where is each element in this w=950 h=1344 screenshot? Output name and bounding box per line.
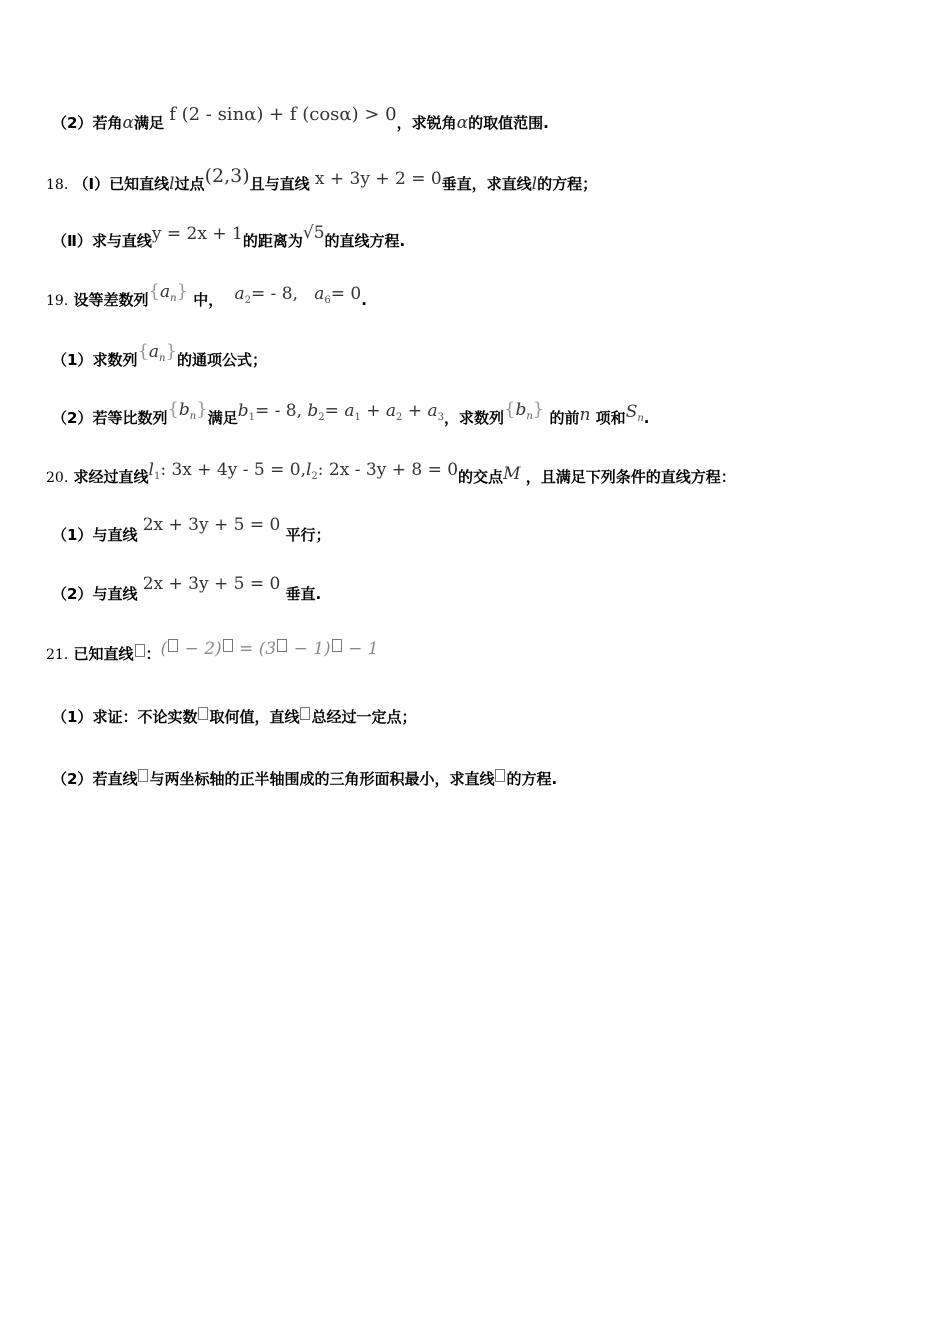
text: 项和	[595, 409, 626, 427]
text: .	[361, 291, 367, 309]
part-label: （1）	[52, 708, 93, 726]
line-symbol: l	[169, 174, 175, 194]
text: 若角	[92, 114, 123, 132]
problem-18-part-1	[46, 165, 598, 194]
missing-glyph-icon	[138, 769, 148, 782]
text: 求经过直线	[73, 468, 149, 486]
point-symbol: M	[503, 464, 521, 484]
problem-21	[46, 639, 379, 664]
text: ，求数列	[443, 409, 504, 427]
problem-number: 20.	[46, 470, 69, 486]
term: l	[148, 460, 154, 480]
problem-20-part-1	[52, 515, 331, 545]
subscript: 6	[324, 295, 331, 306]
text: 垂直.	[285, 585, 322, 603]
problem-number: 18.	[46, 177, 69, 193]
subscript: 2	[396, 412, 403, 423]
subscript: n	[189, 411, 197, 422]
sequence-a: $\{a_n\}$	[148, 281, 189, 304]
text: 且与直线	[249, 175, 310, 193]
text: 与直线	[92, 585, 138, 603]
text: ，求锐角	[396, 114, 457, 132]
text: 与两坐标轴的正半轴围成的三角形面积最小，求直线	[149, 770, 495, 788]
text: 的交点	[458, 468, 504, 486]
text: 求与直线	[91, 232, 152, 250]
term: b	[237, 401, 249, 421]
text: 总经过一定点；	[311, 708, 417, 726]
text: 求数列	[92, 351, 138, 369]
missing-glyph-icon	[223, 639, 233, 652]
text: 若等比数列	[92, 409, 168, 427]
text: .	[643, 409, 650, 427]
alpha-symbol: α	[122, 113, 134, 133]
term: S	[625, 402, 638, 422]
missing-glyph-icon	[198, 707, 208, 720]
text: ，且满足下列条件的直线方程：	[525, 468, 736, 486]
sequence-b: $\{b_n\}$	[167, 399, 208, 422]
value: = - 8,	[251, 284, 299, 304]
equation: : 2x - 3y + 8 = 0	[317, 460, 459, 480]
problem-19	[46, 281, 367, 312]
subscript: 2	[244, 295, 252, 306]
subscript: n	[159, 353, 166, 364]
line-equation	[161, 639, 379, 659]
subscript: 1	[354, 412, 361, 423]
problem-number: 19.	[46, 293, 69, 309]
subscript: n	[526, 411, 533, 422]
text: 已知直线	[109, 175, 170, 193]
problem-19-part-1	[52, 341, 267, 372]
equation: : 3x + 4y - 5 = 0,	[160, 460, 306, 480]
problem-number: 21.	[46, 647, 69, 663]
line-symbol: l	[531, 174, 538, 194]
problem-21-part-2	[52, 768, 557, 789]
subscript: n	[170, 293, 177, 304]
subscript: 2	[311, 471, 318, 482]
text: 满足	[133, 114, 164, 132]
value: = a	[324, 401, 355, 421]
problem-18-part-2	[52, 223, 406, 251]
inequality-formula: f (2 - sinα) + f (cosα) > 0	[169, 104, 397, 125]
text: 已知直线	[73, 645, 134, 663]
text: 的取值范围.	[468, 114, 549, 132]
text: ：	[145, 645, 161, 663]
text: 设等差数列	[73, 291, 149, 309]
problem-19-part-2	[52, 399, 650, 430]
subscript: 2	[318, 412, 325, 423]
part-label: （2）	[52, 770, 93, 788]
part: = (3	[233, 639, 277, 659]
term: b	[307, 401, 319, 421]
seq-letter: a	[148, 342, 160, 362]
part-label: （1）	[52, 351, 93, 369]
part-label: （1）	[52, 526, 93, 544]
line-equation: y = 2x + 1	[151, 224, 243, 244]
part-label: （2）	[52, 585, 93, 603]
seq-letter: b	[515, 400, 527, 420]
text: 的方程.	[506, 770, 558, 788]
term: a	[314, 284, 325, 304]
term: l	[305, 460, 312, 480]
sequence-b: $\{b_n\}$	[503, 399, 545, 422]
value: = 0	[330, 284, 362, 304]
sequence-a: $\{a_n\}$	[137, 341, 177, 364]
problem-21-part-1	[52, 706, 416, 727]
problem-20-part-2	[52, 574, 322, 604]
text: 垂直，求直线	[441, 175, 532, 193]
text: 的通项公式；	[176, 351, 267, 369]
problem-20	[46, 460, 736, 489]
missing-glyph-icon	[300, 707, 310, 720]
text: 满足	[207, 409, 238, 427]
subscript: 3	[437, 412, 444, 423]
problem-17-part-2	[52, 104, 549, 133]
alpha-symbol: α	[456, 113, 469, 133]
missing-glyph-icon	[168, 639, 178, 652]
text: 平行；	[285, 526, 331, 544]
part-label: （2）	[52, 409, 93, 427]
missing-glyph-icon	[495, 769, 505, 782]
text: 过点	[174, 175, 205, 193]
part: − 2)	[179, 639, 222, 659]
line-equation: 2x + 3y + 5 = 0	[142, 515, 281, 535]
subscript: n	[637, 413, 644, 424]
text: 的方程；	[537, 175, 598, 193]
part-label: （2）	[52, 114, 93, 132]
seq-letter: b	[178, 400, 190, 420]
part-label: （Ⅰ）	[73, 175, 110, 193]
text: 的前	[549, 409, 580, 427]
text: 若直线	[92, 770, 138, 788]
missing-glyph-icon	[332, 639, 342, 652]
value: + a	[360, 401, 397, 421]
part: − 1)	[288, 639, 331, 659]
missing-glyph-icon	[277, 639, 287, 652]
text: 取何值，直线	[209, 708, 300, 726]
subscript: 1	[248, 412, 255, 423]
value: = - 8,	[254, 401, 308, 421]
distance-formula: √5	[302, 223, 325, 243]
text: 中，	[193, 291, 224, 309]
condition-a2	[235, 284, 362, 304]
term: a	[234, 284, 245, 304]
part: (	[160, 639, 168, 659]
text: 求证：不论实数	[92, 708, 198, 726]
line-equation: 2x + 3y + 5 = 0	[142, 574, 281, 594]
text: 的直线方程.	[324, 232, 406, 250]
condition-b	[238, 401, 444, 421]
line-equation: x + 3y + 2 = 0	[314, 169, 442, 189]
value: + a	[402, 401, 438, 421]
part: − 1	[342, 639, 379, 659]
seq-letter: a	[159, 282, 171, 302]
missing-glyph-icon	[135, 644, 145, 657]
text: 的距离为	[242, 232, 303, 250]
subscript: 1	[153, 471, 161, 482]
sum-symbol	[626, 402, 644, 422]
n-symbol: n	[579, 405, 591, 425]
point-formula: (2,3)	[204, 165, 250, 187]
text: 与直线	[92, 526, 138, 544]
lines-equations	[149, 460, 459, 480]
part-label: （Ⅱ）	[52, 232, 92, 250]
